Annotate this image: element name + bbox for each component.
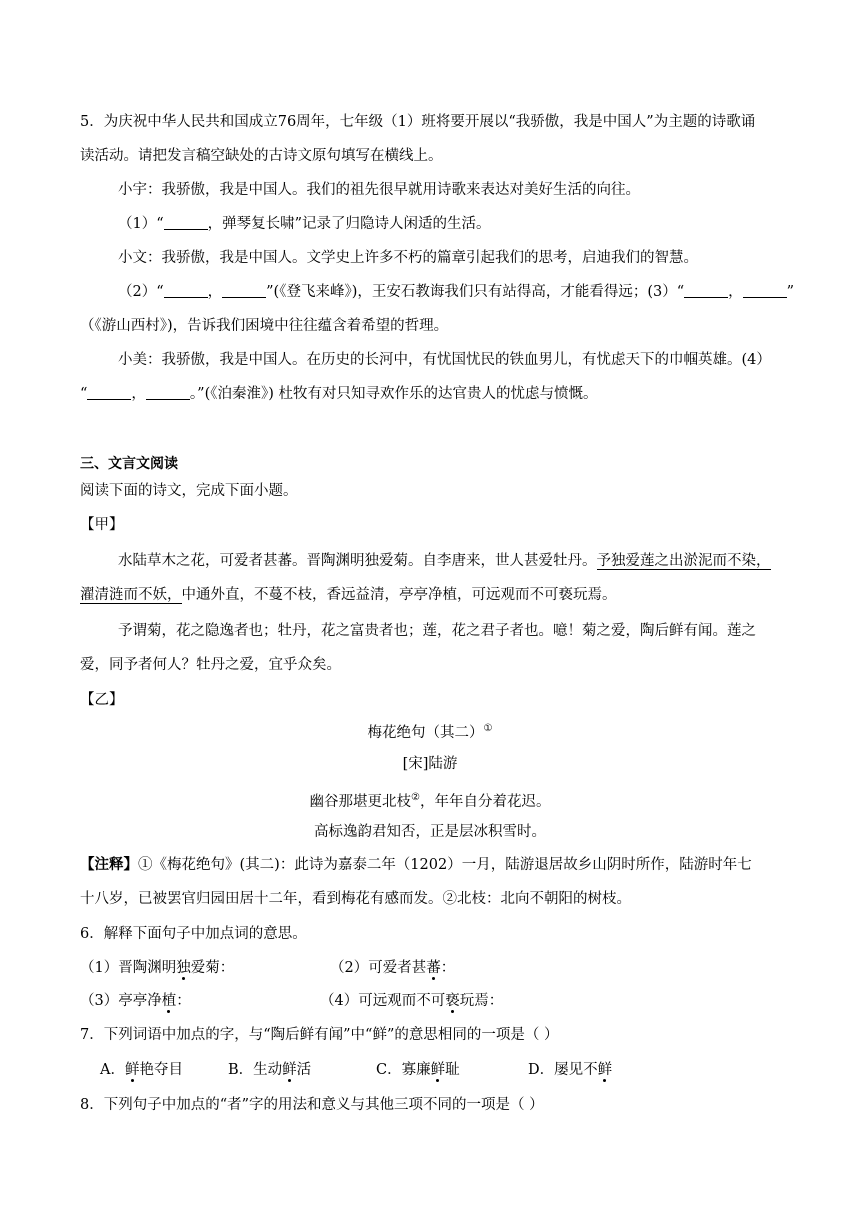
q5-blank3-line2: （《游山西村》)，告诉我们困境中往往蕴含着希望的哲理。	[80, 318, 449, 334]
q7-option-c[interactable]: C．寡廉鲜耻	[376, 1062, 460, 1078]
jia-paragraph2-line1: 予谓菊，花之隐逸者也；牡丹，花之富贵者也；莲，花之君子者也。噫！菊之爱，陶后鲜有闻。莲之	[118, 623, 756, 639]
dotted-char: 鲜	[124, 1062, 140, 1078]
dotted-char: 鲜	[430, 1062, 446, 1078]
poem-line2: 高标逸韵君知否，正是层冰积雪时。	[314, 824, 546, 840]
q5-blank4-line: “ ， 。”(《泊秦淮》) 杜牧有对只知寻欢作乐的达官贵人的忧虑与愤慨。	[80, 382, 598, 406]
q6-item1: （1）晋陶渊明独爱菊：	[80, 960, 235, 976]
section-title: 三、文言文阅读	[80, 456, 178, 472]
answer-blank[interactable]	[222, 281, 266, 298]
jia-paragraph1-line2: 濯清涟而不妖，中通外直，不蔓不枝，香远益清，亭亭净植，可远观而不可亵玩焉。	[80, 587, 617, 603]
poem-line1: 幽谷那堪更北枝②，年年自分着花迟。	[309, 792, 551, 810]
section-instruction: 阅读下面的诗文，完成下面小题。	[80, 483, 298, 499]
poem-title: 梅花绝句（其二）①	[367, 723, 493, 741]
q7-stem: 7．下列词语中加点的字，与“陶后鲜有闻”中“鲜”的意思相同的一项是（ ）	[80, 1027, 559, 1043]
q6-item2: （2）可爱者甚蕃：	[330, 960, 456, 976]
answer-blank[interactable]	[164, 213, 208, 230]
dotted-char: 亵	[445, 993, 460, 1009]
jia-paragraph1-line1: 水陆草木之花，可爱者甚蕃。晋陶渊明独爱菊。自李唐来，世人甚爱牡丹。予独爱莲之出淤泥而不染，	[118, 553, 771, 569]
yi-label: 【乙】	[80, 692, 124, 708]
dotted-char: 植	[161, 993, 177, 1009]
q8-stem: 8．下列句子中加点的“者”字的用法和意义与其他三项不同的一项是（ ）	[80, 1097, 544, 1113]
q5-stem-line1: 5．为庆祝中华人民共和国成立76周年，七年级（1）班将要开展以“我骄傲，我是中国人”为主题的诗歌诵	[80, 114, 756, 130]
answer-blank[interactable]	[743, 281, 787, 298]
q5-xiaoyu: 小宇：我骄傲，我是中国人。我们的祖先很早就用诗歌来表达对美好生活的向往。	[118, 182, 640, 198]
q7-option-a[interactable]: A．鲜艳夺目	[100, 1062, 183, 1078]
answer-blank[interactable]	[87, 383, 131, 400]
dotted-char: 鲜	[282, 1062, 297, 1078]
poem-author: [宋]陆游	[402, 756, 458, 772]
underlined-sentence: 濯清涟而不妖，	[80, 587, 182, 603]
dotted-char: 鲜	[597, 1062, 613, 1078]
q5-xiaowen: 小文：我骄傲，我是中国人。文学史上许多不朽的篇章引起我们的思考，启迪我们的智慧。	[118, 250, 698, 266]
q6-stem: 6．解释下面句子中加点词的意思。	[80, 926, 307, 942]
dotted-char: 蕃	[426, 960, 441, 976]
q5-stem-line2: 读活动。请把发言稿空缺处的古诗文原句填写在横线上。	[80, 148, 443, 164]
q6-item3: （3）亭亭净植：	[80, 993, 191, 1009]
q7-option-b[interactable]: B．生动鲜活	[228, 1062, 312, 1078]
q5-blank2-line: （2）“ ， ”(《登飞来峰》)，王安石教诲我们只有站得高，才能看得远；(3）“ ， ”	[118, 280, 794, 304]
q5-xiaomei: 小美：我骄傲，我是中国人。在历史的长河中，有忧国忧民的铁血男儿，有忧虑天下的巾帼英雄。(4）	[118, 352, 771, 368]
q5-blank1-line: （1）“ ，弹琴复长啸”记录了归隐诗人闲适的生活。	[118, 212, 491, 236]
note-line1: 【注释】①《梅花绝句》(其二)：此诗为嘉泰二年（1202）一月，陆游退居故乡山阴时所作，陆游时年七	[80, 856, 752, 873]
note-line2: 十八岁，已被罢官归园田居十二年，看到梅花有感而发。②北枝：北向不朝阳的树枝。	[80, 891, 631, 907]
jia-paragraph2-line2: 爱，同予者何人？牡丹之爱，宜乎众矣。	[80, 657, 341, 673]
jia-label: 【甲】	[80, 517, 124, 533]
answer-blank[interactable]	[684, 281, 728, 298]
q7-option-d[interactable]: D．屡见不鲜	[528, 1062, 613, 1078]
underlined-sentence: 予独爱莲之出淤泥而不染，	[596, 553, 771, 569]
answer-blank[interactable]	[164, 281, 208, 298]
answer-blank[interactable]	[146, 383, 190, 400]
q6-item4: （4）可远观而不可亵玩焉：	[320, 993, 504, 1009]
dotted-char: 独	[176, 960, 191, 976]
